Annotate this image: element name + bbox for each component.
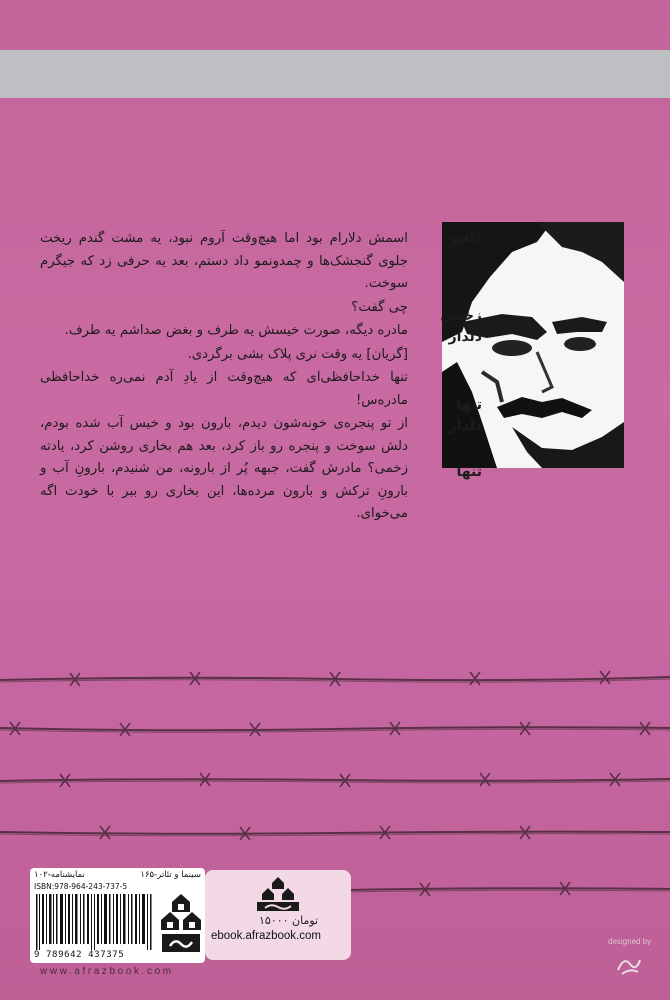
- isbn-text: ISBN:978-964-243-737-5: [34, 882, 128, 891]
- designer-signature-icon: [614, 950, 644, 980]
- barbed-wire-1: [0, 664, 670, 694]
- price-box: [205, 870, 351, 960]
- dialogue-line: [گریان] یه وقت نری پلاک بشی برگردی.: [187, 346, 408, 362]
- label-character: تنها: [456, 397, 482, 413]
- excerpt-text: [40, 228, 408, 527]
- label-character: دلدار: [448, 329, 482, 345]
- dialogue-line: مادره دیگه، صورت خیسش یه طرف و بغض صداشم یه طرف.: [64, 323, 408, 338]
- publisher-website: www.afrazbook.com: [40, 966, 174, 977]
- barbed-wire-3: [0, 766, 670, 796]
- barcode-digits: 9 789642 437375: [34, 950, 125, 960]
- publisher-logo-icon: [160, 892, 202, 956]
- dialogue-line: چی گفت؟: [351, 299, 408, 315]
- price-value: ۱۵۰۰۰ تومان: [259, 914, 319, 927]
- barcode-bars: [34, 894, 156, 950]
- series-info: [34, 868, 201, 882]
- barbed-wire-2: [0, 714, 670, 744]
- publisher-logo-small-icon: [253, 876, 303, 912]
- dialogue-line: تنها خداحافظی‌ای که هیچ‌وقت از یادِ آدم نمی‌ره خداحافظی مادره‌س!: [40, 370, 408, 408]
- label-character: تنها: [456, 464, 482, 480]
- label-character: دلدار: [448, 418, 482, 434]
- dialogue-line: از تو پنجره‌ی خونه‌شون دیدم، بارون بود و خیس آب شده بودم، دلش سوخت و پنجره رو باز کرد، بعد هم بخاری روشن کرد، یادته زخمی؟ مادرش گفت، جبهه پُر از بارونه، من شنیدم، بارونِ آب و بارونِ ترکش و بارون مرده‌ها، این بخاری رو ببر با خودت اگه می‌خوای.: [40, 416, 408, 521]
- designed-by-label: designed by: [608, 937, 652, 946]
- barbed-wire-4: [0, 818, 670, 848]
- character-labels: [418, 0, 482, 1000]
- ebook-website: ebook.afrazbook.com: [211, 930, 321, 942]
- series-right: سینما و تئاتر-۱۶۵: [140, 870, 201, 880]
- barcode-box: [30, 868, 205, 963]
- label-character: دلجو: [450, 230, 482, 246]
- label-character: زخمی: [440, 308, 482, 324]
- series-left: نمایشنامه-۱۰۲: [34, 870, 85, 880]
- top-gray-band: [0, 50, 670, 98]
- dialogue-line: اسمش دلارام بود اما هیچ‌وقت آروم نبود، یه مشت گندم ریخت جلوی گنجشک‌ها و چمدونمو داد دستم، بعد یه حرفی زد که جیگرم سوخت.: [40, 231, 408, 291]
